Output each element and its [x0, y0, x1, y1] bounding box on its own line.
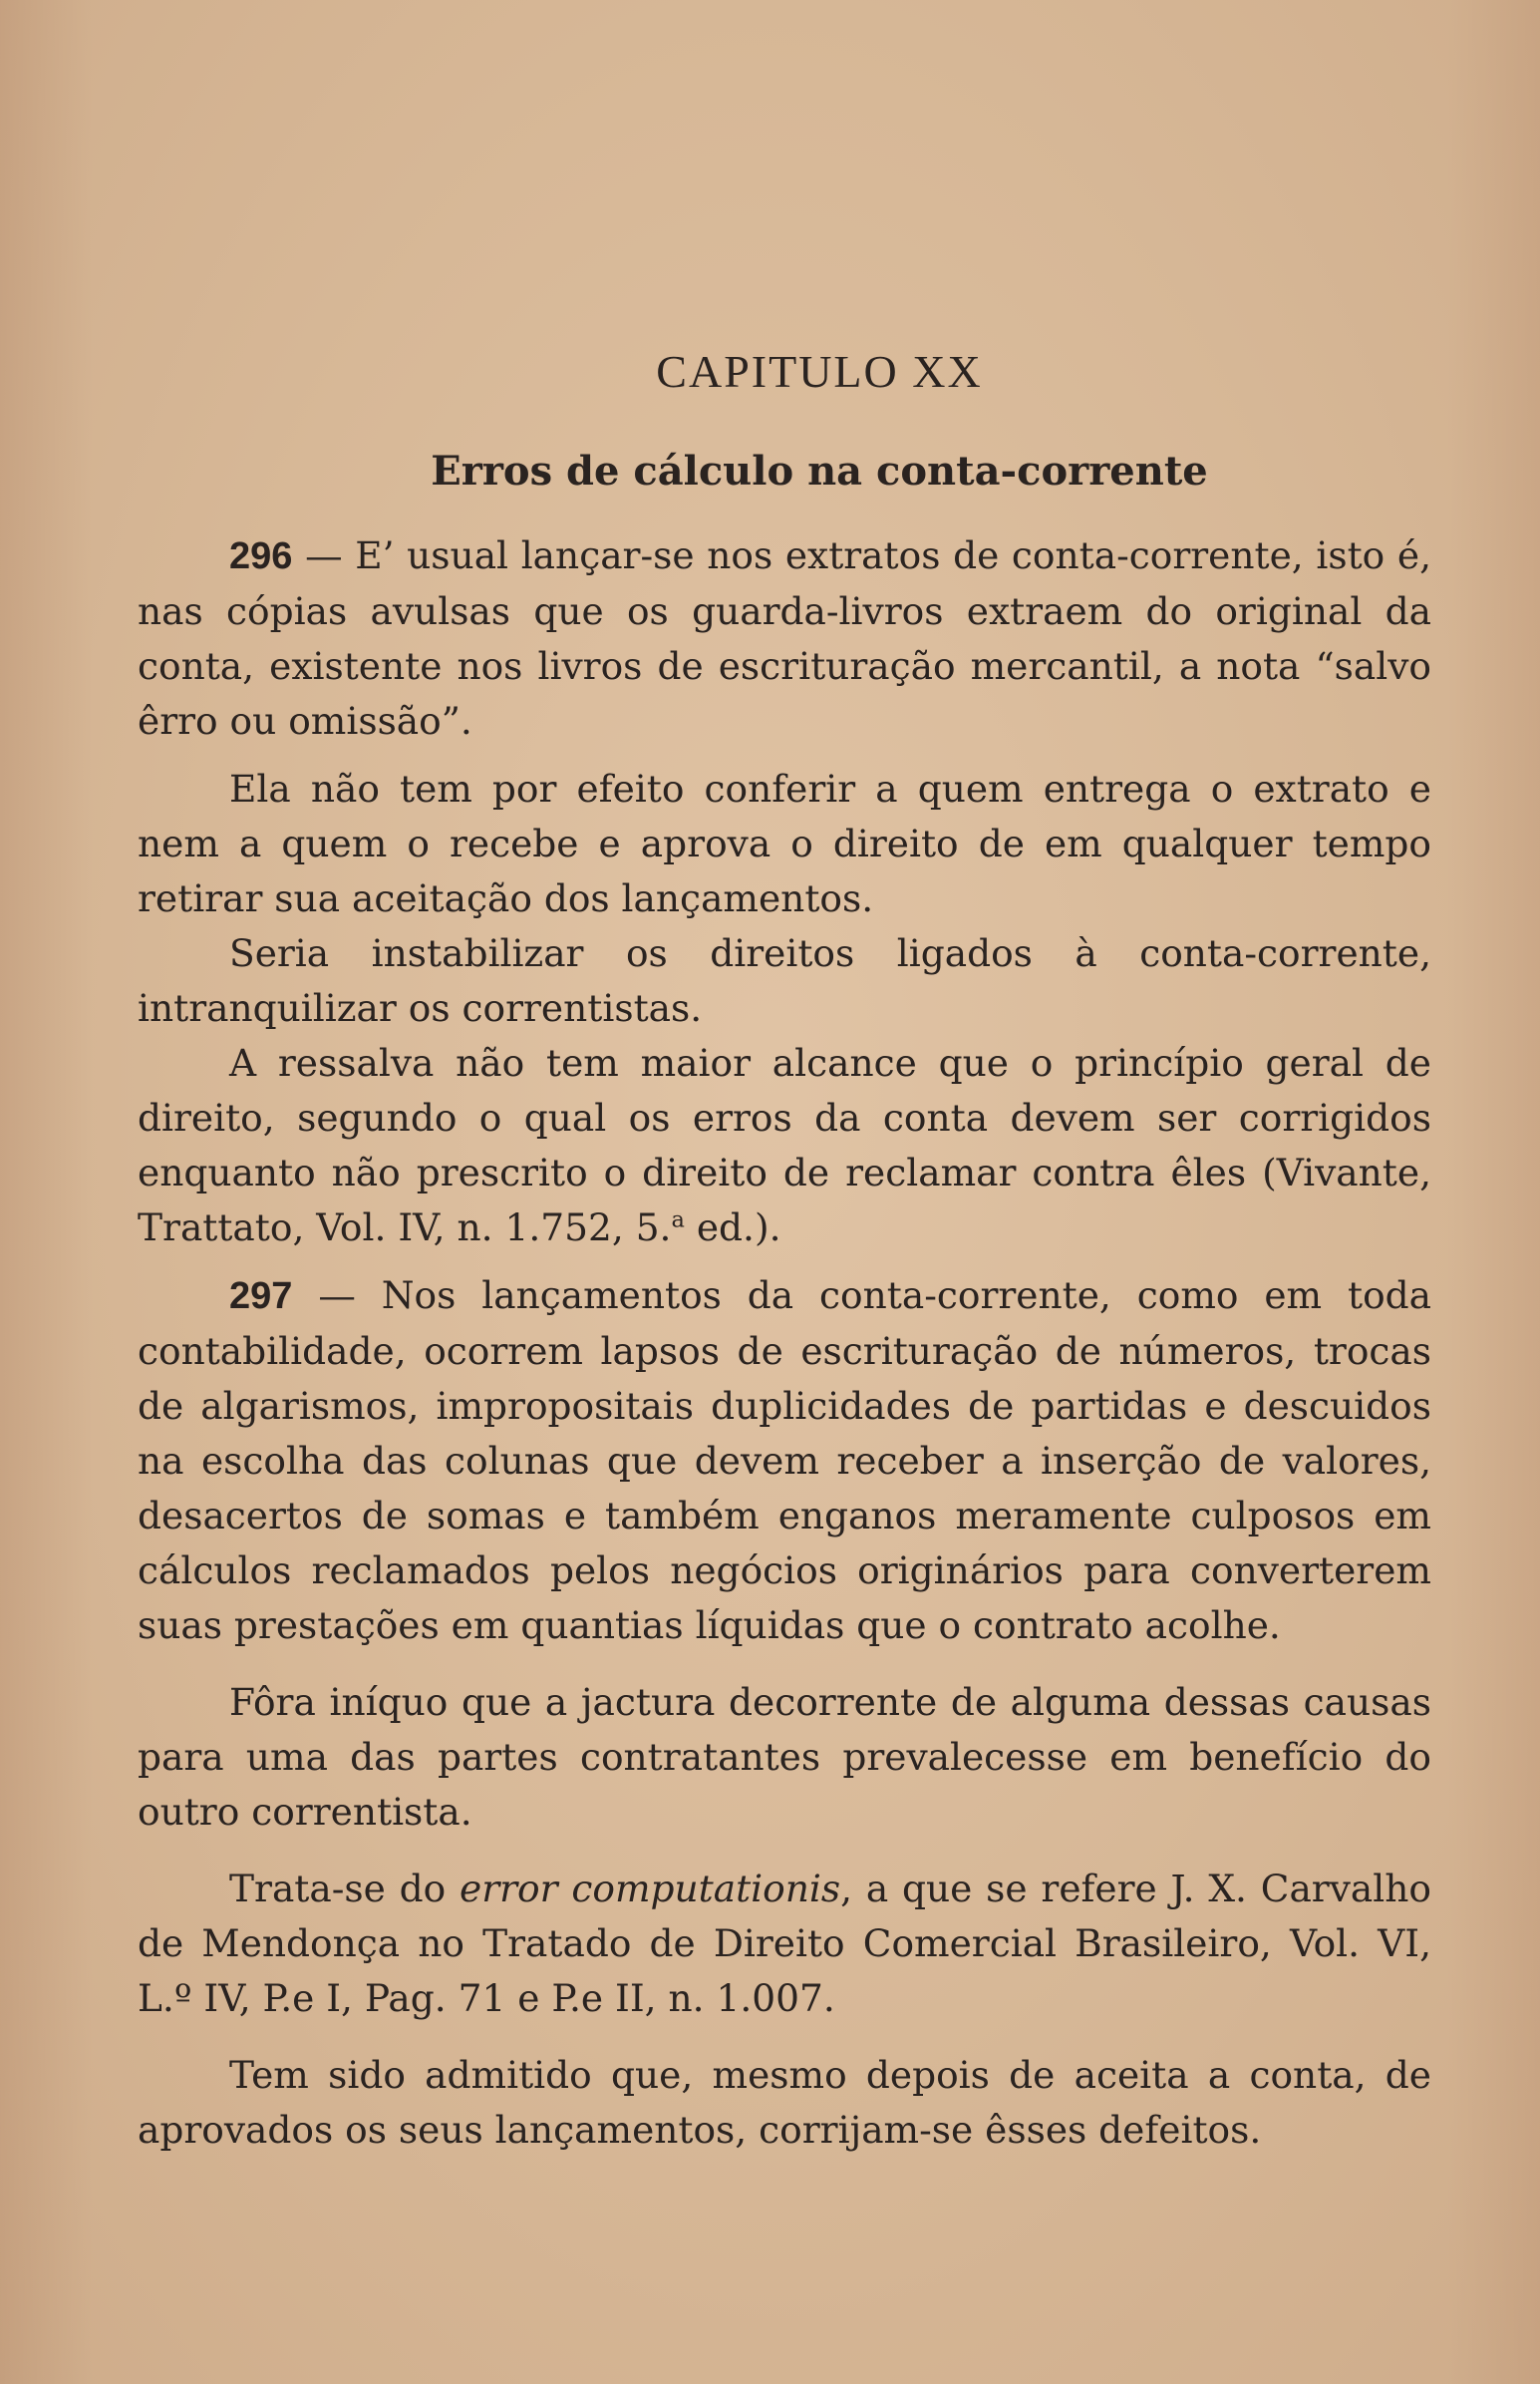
- latin-term: error computationis: [460, 1867, 841, 1910]
- paragraph: [138, 1862, 1431, 2026]
- paragraph-297: [138, 1268, 1431, 1653]
- paragraph: Seria instabilizar os direitos ligados à conta-corrente, intranquilizar os correntistas.: [138, 931, 1431, 1030]
- chapter-heading: CAPITULO XX: [656, 346, 983, 397]
- paragraph: Fôra iníquo que a jactura decorrente de alguma dessas causas para uma das partes contratantes prevalecesse em benefício do outro correntista.: [138, 1680, 1431, 1834]
- paragraph-296: [138, 528, 1431, 749]
- paragraph-text: , a que se refere J. X. Carvalho de Mendonça no Tratado de Direito Comercial Brasileiro, Vol. VI, L.º IV, P.e I, Pag. 71 e P.e II, n. 1.007.: [138, 1867, 1431, 2020]
- superscript: a: [671, 1206, 685, 1233]
- section-title: Erros de cálculo na conta-corrente: [431, 448, 1208, 495]
- paragraph-text: ed.).: [684, 1205, 781, 1249]
- paragraph-number: 296: [229, 535, 293, 577]
- paragraph: [138, 1036, 1431, 1255]
- paragraph-text: — E’ usual lançar-se nos extratos de conta-corrente, isto é, nas cópias avulsas que os guarda-livros extraem do original da conta, existente nos livros de escrituração mercantil, a nota “salvo êrro ou omissão”.: [138, 533, 1431, 743]
- page-text: [138, 346, 1432, 2158]
- paragraph-number: 297: [229, 1275, 293, 1317]
- paragraph: Ela não tem por efeito conferir a quem entrega o extrato e nem a quem o recebe e aprova o direito de em qualquer tempo retirar sua aceitação dos lançamentos.: [138, 767, 1431, 920]
- paragraph-text: A ressalva não tem maior alcance que o princípio geral de direito, segundo o qual os erros da conta devem ser corrigidos enquanto não prescrito o direito de reclamar contra êles (Vivante, Trattato, Vol. IV, n. 1.752, 5.: [138, 1041, 1431, 1249]
- paragraph: Tem sido admitido que, mesmo depois de aceita a conta, de aprovados os seus lançamentos, corrijam-se êsses defeitos.: [138, 2053, 1431, 2152]
- paragraph-text: — Nos lançamentos da conta-corrente, como em toda contabilidade, ocorrem lapsos de escrituração de números, trocas de algarismos, impropositais duplicidades de partidas e descuidos na escolha das colunas que devem receber a inserção de valores, desacertos de somas e também enganos meramente culposos em cálculos reclamados pelos negócios originários para converterem suas prestações em quantias líquidas que o contrato acolhe.: [138, 1273, 1432, 1647]
- paragraph-text: Trata-se do: [229, 1867, 461, 1910]
